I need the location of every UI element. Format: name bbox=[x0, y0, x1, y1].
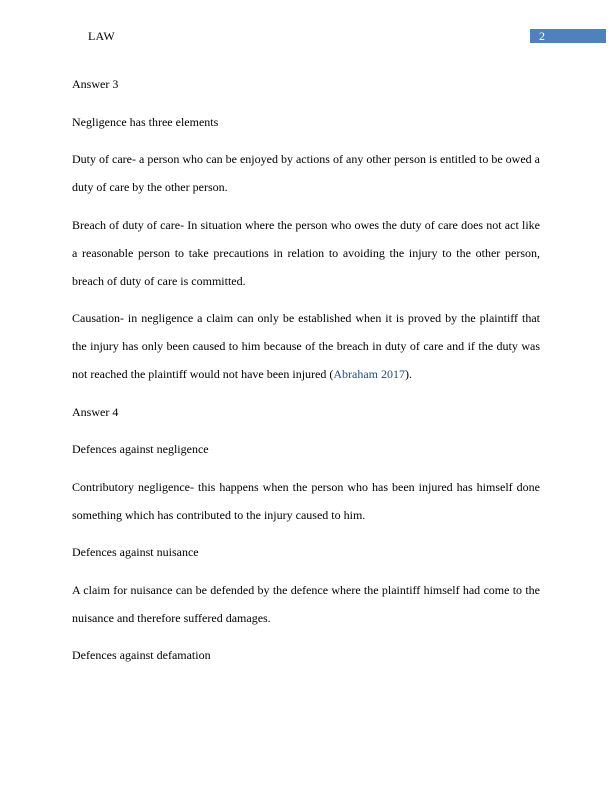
document-body bbox=[72, 70, 540, 679]
defences-negligence-heading: Defences against negligence bbox=[72, 442, 209, 456]
nuisance-defence-paragraph: A claim for nuisance can be defended by the defence where the plaintiff himself had come to the nuisance and therefore suffered damages. bbox=[72, 582, 540, 625]
answer-4-heading: Answer 4 bbox=[72, 404, 119, 419]
causation-paragraph bbox=[72, 304, 540, 388]
header-title: LAW bbox=[88, 29, 115, 43]
page-number-bar bbox=[530, 29, 606, 43]
defences-defamation-heading: Defences against defamation bbox=[72, 648, 211, 662]
citation: Abraham 2017 bbox=[333, 367, 406, 381]
contributory-negligence-paragraph: Contributory negligence- this happens when the person who has been injured has himself done something which has contributed to the injury caused to him. bbox=[72, 479, 540, 522]
causation-text: Causation- in negligence a claim can only be established when it is proved by the plaintiff that the injury has only been caused to him because of the breach in duty of care and if the duty was not reached the plaintiff would not have been injured ( bbox=[72, 311, 540, 381]
negligence-intro: Negligence has three elements bbox=[72, 114, 219, 129]
causation-end: ). bbox=[405, 367, 413, 381]
breach-paragraph: Breach of duty of care- In situation where the person who owes the duty of care does not act like a reasonable person to take precautions in relation to avoiding the injury to the other person, breach of duty of care is committed. bbox=[72, 217, 540, 288]
page-number: 2 bbox=[539, 29, 545, 43]
answer-3-heading: Answer 3 bbox=[72, 77, 119, 91]
defences-nuisance-heading: Defences against nuisance bbox=[72, 545, 199, 559]
duty-of-care-paragraph: Duty of care- a person who can be enjoyed by actions of any other person is entitled to be owed a duty of care by the other person. bbox=[72, 152, 540, 194]
